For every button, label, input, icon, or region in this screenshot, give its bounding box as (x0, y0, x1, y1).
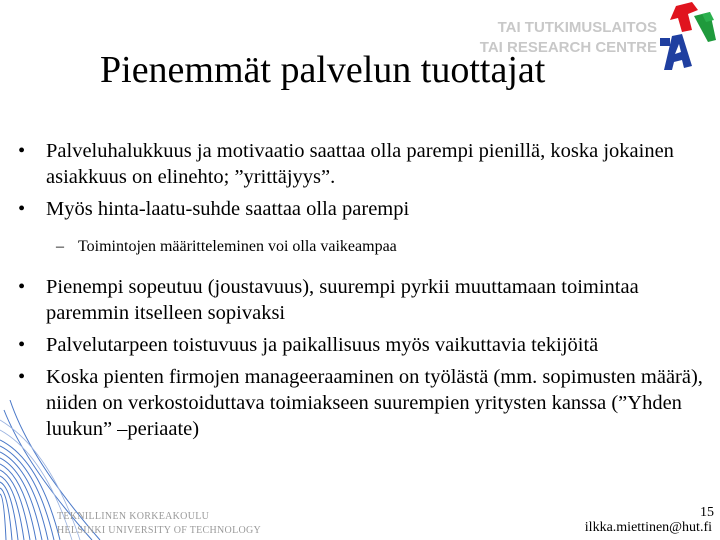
sub-bullet-text: Toimintojen määritteleminen voi olla vaikeampaa (78, 238, 397, 255)
institute-name-fi: TAI TUTKIMUSLAITOS (497, 19, 657, 36)
bullet-list (18, 138, 708, 448)
bullet-marker: • (18, 198, 26, 220)
sub-bullet-item (18, 236, 708, 258)
bullet-text: Palveluhalukkuus ja motivaatio saattaa olla parempi pienillä, koska jokainen asiakkuus on elinehto; ”yrittäjyys”. (46, 140, 674, 188)
bullet-marker: • (18, 276, 26, 298)
bullet-item (18, 138, 708, 190)
bullet-text: Myös hinta-laatu-suhde saattaa olla parempi (46, 198, 410, 220)
bullet-item (18, 332, 708, 358)
bullet-item (18, 364, 708, 442)
sub-bullet-marker: – (56, 238, 64, 255)
author-email: ilkka.miettinen@hut.fi (584, 520, 712, 535)
bullet-item (18, 274, 708, 326)
bullet-text: Pienempi sopeutuu (joustavuus), suurempi pyrkii muuttamaan toimintaa paremmin itselleen sopivaksi (46, 276, 639, 324)
institute-name-en: TAI RESEARCH CENTRE (479, 39, 657, 56)
tai-logo (658, 0, 720, 72)
slide-title: Pienemmät palvelun tuottajat (100, 49, 546, 91)
footer-university-en: HELSINKI UNIVERSITY OF TECHNOLOGY (57, 525, 262, 536)
bullet-text: Koska pienten firmojen manageeraaminen on työlästä (mm. sopimusten määrä), niiden on verkostoiduttava toimiakseen suurempien yritysten kanssa (”Yhden luukun” –periaate) (46, 366, 703, 440)
bullet-marker: • (18, 140, 26, 162)
page-number: 15 (700, 505, 714, 520)
bullet-item (18, 196, 708, 222)
bullet-marker: • (18, 366, 26, 388)
bullet-text: Palvelutarpeen toistuvuus ja paikallisuus myös vaikuttavia tekijöitä (46, 334, 599, 356)
footer-university-fi: TEKNILLINEN KORKEAKOULU (57, 511, 210, 522)
bullet-marker: • (18, 334, 26, 356)
